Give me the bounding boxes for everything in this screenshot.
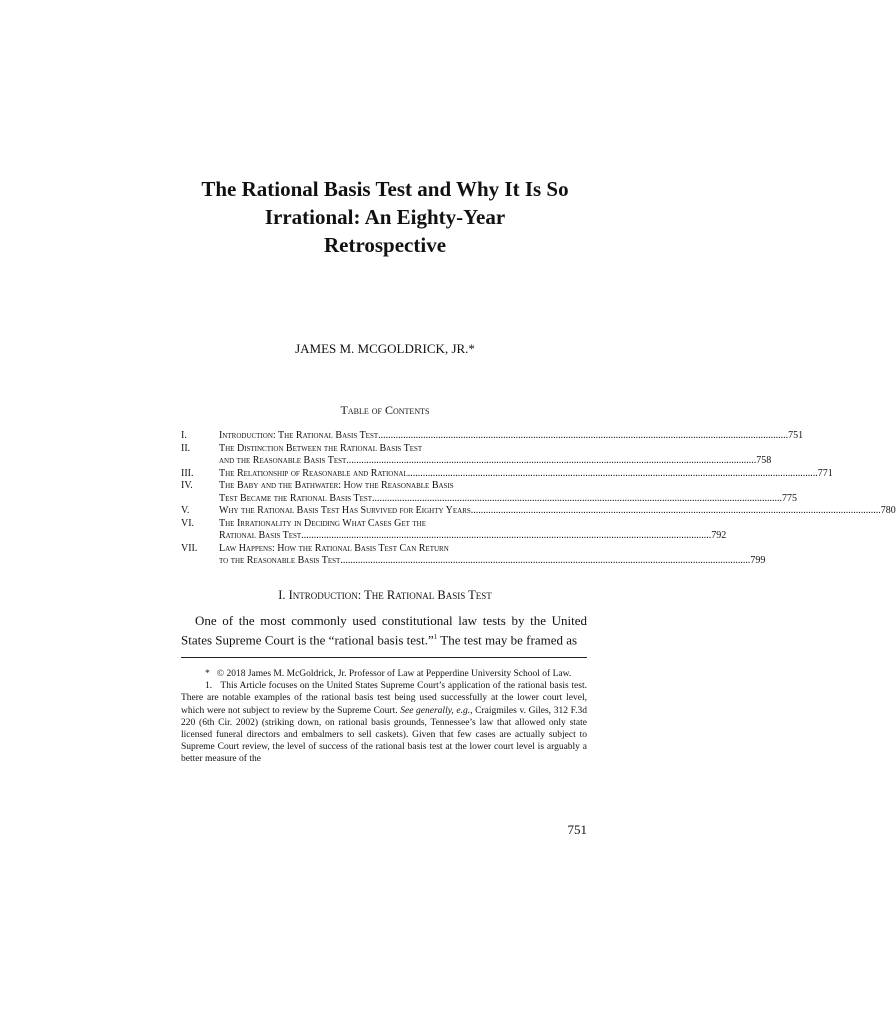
toc-entry-title: to the Reasonable Basis Test [219,555,341,566]
toc-entry [181,467,833,481]
toc-entry-number: VI. [181,517,195,529]
toc-entry-line [219,480,797,493]
section-heading: I. Introduction: The Rational Basis Test [278,588,492,602]
toc-entry-line [219,468,833,481]
toc-entry-page: 775 [782,492,798,504]
toc-entry [181,430,804,443]
toc-entry-number: II. [181,442,191,454]
title-line-3: Retrospective [323,233,447,257]
toc-entry [181,480,798,505]
toc-entry-line [219,518,726,531]
toc-leader-dots [408,468,818,481]
toc-entry-page: 751 [788,430,804,441]
body-text-after: The test may be framed as [437,632,578,648]
toc-entry-page: 780 [880,505,896,516]
toc-entry-line [219,505,896,518]
toc-leader-dots [378,430,788,443]
toc-entry-page: 758 [756,455,772,466]
toc-entry [181,505,896,518]
toc-entry-title: The Irrationality in Deciding What Cases Get the [219,517,427,529]
footnote-1-text-a: 1. This Article focuses on the United States Supreme Court’s application of the rational basis test. There are notable examples of the rational basis test being used successfully at the lower court level, which were not subject to review by the Supreme Court. [181,681,587,716]
toc-entry-title: Introduction: The Rational Basis Test [219,430,379,441]
toc-entry-title: Why the Rational Basis Test Has Survived for Eighty Years [219,505,471,516]
toc-entry-line [219,455,771,468]
toc-entry [181,517,727,543]
table-of-contents [181,430,896,568]
toc-heading: Table of Contents [340,403,430,417]
toc-entry-title: The Relationship of Reasonable and Rational [219,467,408,479]
toc-entry-line [219,493,797,506]
toc-entry [181,542,766,568]
title-line-1: The Rational Basis Test and Why It Is So [201,177,569,201]
author-name: JAMES M. MCGOLDRICK, JR.* [295,341,475,356]
toc-entry-number: V. [181,505,190,516]
toc-leader-dots [340,555,750,568]
body-text-before: One of the most commonly used constitutional law tests by the United States Supreme Court is the “rational basis test.” [181,613,587,648]
toc-entry [181,442,772,468]
footnote-ref: 1 [433,633,438,641]
toc-entry-number: IV. [181,480,193,491]
page-number: 751 [567,822,587,837]
toc-entry-line [219,555,765,568]
toc-entry-title: and the Reasonable Basis Test [219,455,347,466]
toc-leader-dots [346,455,756,468]
body-paragraph [181,612,587,648]
toc-leader-dots [372,493,782,506]
footnote-star: * © 2018 James M. McGoldrick, Jr. Professor of Law at Pepperdine University School of Law. [205,669,572,679]
toc-entry-title: Law Happens: How the Rational Basis Test Can Return [219,542,449,554]
toc-entry-page: 771 [817,467,833,479]
footnote-1 [181,680,587,765]
toc-leader-dots [301,530,711,543]
toc-entry-title: The Baby and the Bathwater: How the Reasonable Basis [219,480,454,491]
footnote-divider [181,657,587,658]
toc-entry-line [219,543,765,556]
toc-leader-dots [471,505,881,518]
footnote-1-signal: See generally, e.g. [400,705,471,716]
toc-entry-title: Rational Basis Test [219,530,302,541]
toc-entry-number: III. [181,467,194,479]
toc-entry-line [219,430,803,443]
toc-entry-title: Test Became the Rational Basis Test [219,492,373,504]
toc-entry-page: 792 [711,530,727,541]
toc-entry-number: I. [181,430,187,441]
footnotes [181,668,587,766]
toc-entry-title: The Distinction Between the Rational Basis Test [219,442,423,454]
toc-entry-number: VII. [181,542,198,554]
toc-entry-page: 799 [750,555,766,566]
toc-entry-line [219,530,726,543]
title-line-2: Irrational: An Eighty-Year [264,205,506,229]
footnote-1-text-b: , Craigmiles v. Giles, 312 F.3d 220 (6th Cir. 2002) (striking down, on rational basis grounds, Tennessee’s law that allowed only state licensed funeral directors and embalmers to sell caskets). Given that few cases are actually subject to Supreme Court review, the level of success of the rational basis test at the lower court level is arguably a better measure of the [181,705,587,765]
article-title [150,175,620,259]
toc-entry-line [219,443,771,456]
